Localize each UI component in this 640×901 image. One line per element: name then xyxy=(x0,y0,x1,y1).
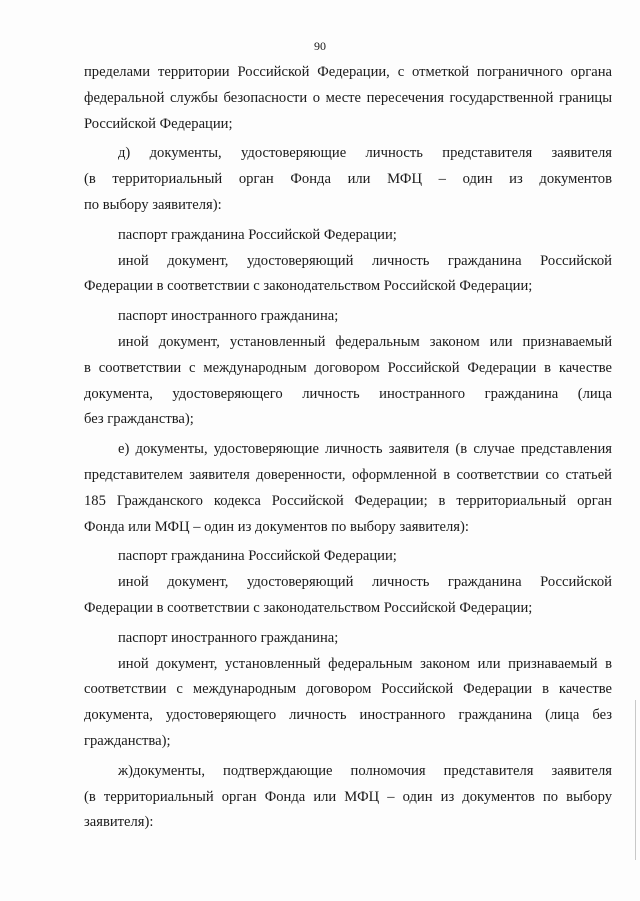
text-line: (в территориальный орган Фонда или МФЦ – один из документов по выбору xyxy=(84,788,612,805)
text-line: паспорт гражданина Российской Федерации; xyxy=(118,226,397,243)
scan-edge-mark xyxy=(635,700,636,860)
page-number: 90 xyxy=(314,39,326,53)
text-line: пределами территории Российской Федерации, с отметкой пограничного органа xyxy=(84,64,612,80)
text-line: д) документы, удостоверяющие личность представителя заявителя xyxy=(118,145,612,162)
text-line: 185 Гражданского кодекса Российской Федерации; в территориальный орган xyxy=(84,492,612,509)
text-line: е) документы, удостоверяющие личность заявителя (в случае представления xyxy=(118,441,612,458)
text-line: паспорт иностранного гражданина; xyxy=(118,308,339,325)
text-line: федеральной службы безопасности о месте пересечения государственной границы xyxy=(84,89,612,106)
text-line: иной документ, удостоверяющий личность гражданина Российской xyxy=(118,574,612,591)
text-line: Федерации в соответствии с законодательством Российской Федерации; xyxy=(84,278,533,295)
text-line: паспорт гражданина Российской Федерации; xyxy=(118,548,397,565)
text-line: заявителя): xyxy=(84,814,154,831)
document-body xyxy=(84,60,612,836)
text-line: без гражданства); xyxy=(84,411,194,428)
text-line: в соответствии с международным договором Российской Федерации в качестве xyxy=(84,359,612,376)
text-line: паспорт иностранного гражданина; xyxy=(118,629,339,646)
text-line: по выбору заявителя): xyxy=(84,196,222,213)
text-line: иной документ, удостоверяющий личность гражданина Российской xyxy=(118,252,612,269)
text-line: Российской Федерации; xyxy=(84,115,233,132)
text-line: Фонда или МФЦ – один из документов по выбору заявителя): xyxy=(84,518,469,535)
text-line: иной документ, установленный федеральным законом или признаваемый xyxy=(118,333,612,350)
text-line: (в территориальный орган Фонда или МФЦ – один из документов xyxy=(84,171,612,188)
text-line: Федерации в соответствии с законодательством Российской Федерации; xyxy=(84,599,533,616)
text-line: документа, удостоверяющего личность иностранного гражданина (лица без xyxy=(84,707,612,724)
text-line: иной документ, установленный федеральным законом или признаваемый в xyxy=(118,655,612,672)
text-line: ж)документы, подтверждающие полномочия представителя заявителя xyxy=(118,762,612,779)
text-line: гражданства); xyxy=(84,732,171,749)
text-line: соответствии с международным договором Российской Федерации в качестве xyxy=(84,681,612,698)
text-line: представителем заявителя доверенности, оформленной в соответствии со статьей xyxy=(84,466,612,483)
text-line: документа, удостоверяющего личность иностранного гражданина (лица xyxy=(84,385,612,402)
